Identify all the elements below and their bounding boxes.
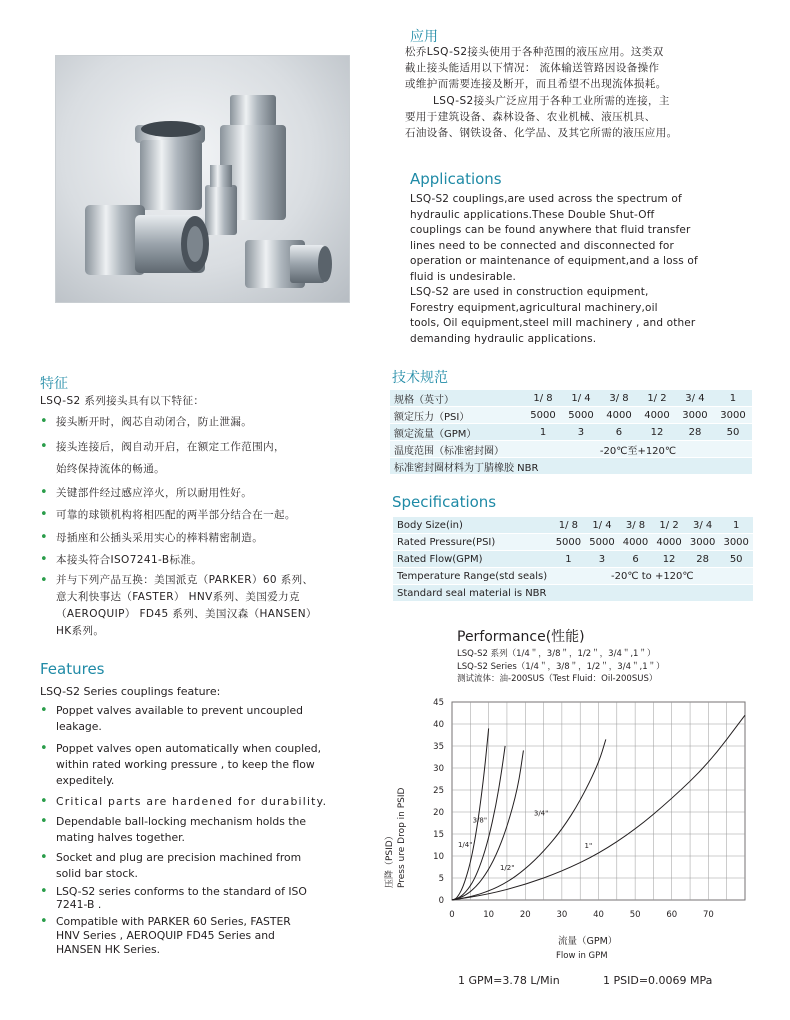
list-item: • 关键部件经过感应淬火，所以耐用性好。 [40, 484, 375, 503]
y-tick-label: 45 [433, 698, 444, 708]
cell: 28 [676, 424, 714, 441]
y-tick-label: 40 [433, 720, 444, 730]
cell: 4000 [600, 407, 638, 424]
cell: 3000 [719, 534, 753, 551]
x-tick-label: 30 [556, 910, 568, 920]
y-tick-label: 25 [433, 786, 444, 796]
cell: 1/ 8 [552, 517, 586, 534]
features-en-intro: LSQ-S2 Series couplings feature: [40, 685, 221, 698]
cell: 1/ 2 [652, 517, 686, 534]
conversion-psid: 1 PSID=0.0069 MPa [603, 974, 713, 987]
y-tick-label: 5 [438, 874, 444, 884]
cell: 1/ 2 [638, 390, 676, 407]
row-label: 额定流量（GPM） [390, 424, 524, 441]
row-label: Rated Pressure(PSI) [393, 534, 552, 551]
cell: 50 [714, 424, 752, 441]
list-item: • Critical parts are hardened for durability. [40, 794, 370, 810]
table-row [390, 407, 752, 424]
y-tick-label: 10 [433, 852, 444, 862]
cell: 3/ 8 [619, 517, 653, 534]
cell: 3000 [686, 534, 720, 551]
applications-cn-heading: 应用 [410, 29, 438, 45]
table-row [390, 458, 752, 475]
spec-en-table [393, 517, 753, 601]
text-line: operation or maintenance of equipment,and a loss of [410, 255, 698, 267]
list-item: • Poppet valves open automatically when coupled, within rated working pressure , to keep the flow expeditely. [40, 741, 370, 789]
x-tick-label: 70 [702, 910, 714, 920]
table-row [390, 390, 752, 407]
series-label: 1/4" [457, 841, 473, 849]
x-tick-label: 50 [629, 910, 641, 920]
text-line: Forestry equipment,agricultural machinery,oil [410, 301, 658, 314]
x-axis-label-en: Flow in GPM [556, 951, 608, 961]
text-line: 松乔LSQ-S2接头使用于各种范围的液压应用。这类双 [405, 46, 664, 58]
y-tick-label: 15 [433, 830, 444, 840]
features-en-list [40, 703, 370, 957]
cell: 1/ 4 [585, 517, 619, 534]
features-cn-heading: 特征 [40, 376, 68, 392]
performance-sub-fluid: 测试流体：油-200SUS（Test Fluid：Oil-200SUS） [457, 674, 658, 684]
list-item: • Dependable ball-locking mechanism holds the mating halves together. [40, 814, 370, 846]
row-label: Temperature Range(std seals) [393, 568, 552, 585]
text-line: couplings can be found anywhere that fluid transfer [410, 224, 691, 236]
text-line: 石油设备、钢铁设备、化学品、及其它所需的液压应用。 [405, 127, 678, 140]
cell: 1/ 4 [562, 390, 600, 407]
cell: 12 [638, 424, 676, 441]
row-label: Body Size(in) [393, 517, 552, 534]
cell: 3 [585, 551, 619, 568]
text-line: fluid is undesirable. [410, 270, 517, 283]
x-tick-label: 60 [666, 910, 678, 920]
cell: 3000 [714, 407, 752, 424]
text-line: tools, Oil equipment,steel mill machinery , and other [410, 317, 696, 329]
list-item: • Socket and plug are precision machined from solid bar stock. [40, 850, 370, 882]
text-line: LSQ-S2接头广泛应用于各种工业所需的连接，主 [433, 94, 670, 107]
text-line: 要用于建筑设备、森林设备、农业机械、液压机具、 [405, 110, 656, 123]
row-label: Rated Flow(GPM) [393, 551, 552, 568]
table-row [390, 441, 752, 458]
chart-grid [452, 702, 745, 900]
list-item: • 接头连接后，阀自动开启，在额定工作范围内， 始终保持流体的畅通。 [40, 436, 375, 480]
cell: 50 [719, 551, 753, 568]
text-line: 截止接头能适用以下情况： 流体输送管路因设备操作 [405, 62, 660, 75]
cell: 5000 [585, 534, 619, 551]
row-label: 温度范围（标准密封圈） [390, 441, 524, 458]
x-tick-label: 40 [593, 910, 604, 920]
cell: 3/ 4 [686, 517, 720, 534]
cell: 12 [652, 551, 686, 568]
features-en-heading: Features [40, 660, 105, 678]
performance-title: Performance(性能) [457, 629, 585, 645]
cell: 4000 [652, 534, 686, 551]
seal-note: Standard seal material is NBR [393, 585, 753, 602]
y-axis-label-en: Press ure Drop in PSID [397, 787, 407, 888]
list-item: • 并与下列产品互换：美国派克（PARKER）60 系列、 意大利快事达（FASTER） HNV系列、美国爱力克 （AEROQUIP） FD45 系列、美国汉森（HANSEN） HK系列。 [40, 572, 375, 640]
cell: 3000 [676, 407, 714, 424]
performance-sub-en: LSQ-S2 Series（1/4＂，3/8＂，1/2＂，3/4＂,1＂） [457, 661, 665, 672]
row-label: 额定压力（PSI） [390, 407, 524, 424]
cell: 4000 [619, 534, 653, 551]
series-label: 1" [584, 841, 593, 850]
cell: 5000 [562, 407, 600, 424]
cell: 1 [524, 424, 562, 441]
list-item: • 可靠的球锁机构将相匹配的两半部分结合在一起。 [40, 506, 375, 525]
list-item: • Compatible with PARKER 60 Series, FASTER HNV Series , AEROQUIP FD45 Series and HANSEN HK Series. [40, 915, 370, 957]
cell: 6 [619, 551, 653, 568]
list-item: • 本接头符合ISO7241-B标准。 [40, 551, 375, 570]
seal-note: 标准密封圈材料为丁腈橡胶 NBR [390, 458, 752, 475]
spec-cn-table [390, 390, 752, 474]
applications-cn-text [405, 44, 750, 141]
spec-cn-heading: 技术规范 [392, 370, 448, 386]
cell: 1 [552, 551, 586, 568]
y-tick-label: 35 [433, 742, 444, 752]
cell: 5000 [524, 407, 562, 424]
performance-subtitle [457, 648, 665, 686]
table-row [393, 585, 753, 602]
conversion-gpm: 1 GPM=3.78 L/Min [458, 974, 560, 987]
row-label: 规格（英寸） [390, 390, 524, 407]
text-line: LSQ-S2 are used in construction equipment, [410, 286, 649, 298]
cell: 6 [600, 424, 638, 441]
cell: 4000 [638, 407, 676, 424]
list-item: • 接头断开时，阀芯自动闭合，防止泄漏。 [40, 413, 375, 432]
applications-en-heading: Applications [410, 170, 502, 188]
text-line: 或维护而需要连接及断开，而且希望不出现流体损耗。 [405, 78, 667, 91]
series-label: 3/4" [533, 809, 549, 818]
product-photo [55, 55, 350, 303]
y-tick-label: 0 [438, 896, 444, 906]
performance-chart [380, 690, 770, 970]
cell: -20℃至+120℃ [524, 441, 752, 458]
cell: 1 [719, 517, 753, 534]
list-item: • 母插座和公插头采用实心的棒料精密制造。 [40, 529, 375, 548]
text-line: hydraulic applications.These Double Shut-Off [410, 208, 655, 221]
cell: 5000 [552, 534, 586, 551]
x-tick-label: 0 [449, 910, 455, 920]
x-axis-label-cn: 流量（GPM） [558, 936, 618, 947]
table-row [393, 534, 753, 551]
list-item: • LSQ-S2 series conforms to the standard of ISO 7241-B . [40, 885, 370, 911]
features-cn-intro: LSQ-S2 系列接头具有以下特征： [40, 395, 205, 407]
table-row [393, 551, 753, 568]
text-line: demanding hydraulic applications. [410, 332, 597, 345]
list-item: • Poppet valves available to prevent uncoupled leakage. [40, 703, 370, 735]
cell: 1 [714, 390, 752, 407]
cell: 3 [562, 424, 600, 441]
table-row [393, 568, 753, 585]
x-tick-label: 20 [519, 910, 531, 920]
cell: 3/ 8 [600, 390, 638, 407]
cell: 28 [686, 551, 720, 568]
table-row [393, 517, 753, 534]
cell: 3/ 4 [676, 390, 714, 407]
spec-en-heading: Specifications [392, 493, 497, 511]
cell: 1/ 8 [524, 390, 562, 407]
y-tick-label: 30 [433, 764, 444, 774]
table-row [390, 424, 752, 441]
text-line: lines need to be connected and disconnected for [410, 239, 674, 252]
y-axis-label-cn: 压降（PSID） [385, 831, 395, 888]
cell: -20℃ to +120℃ [552, 568, 753, 585]
x-tick-label: 10 [483, 910, 495, 920]
applications-en-text [410, 192, 750, 347]
features-cn-list [40, 413, 375, 640]
series-label: 3/8" [472, 816, 488, 825]
text-line: LSQ-S2 couplings,are used across the spectrum of [410, 193, 682, 205]
series-line [452, 750, 523, 900]
y-tick-label: 20 [433, 808, 444, 818]
performance-sub-cn: LSQ-S2 系列（1/4＂，3/8＂，1/2＂，3/4＂,1＂） [457, 649, 656, 659]
series-label: 1/2" [499, 864, 515, 872]
